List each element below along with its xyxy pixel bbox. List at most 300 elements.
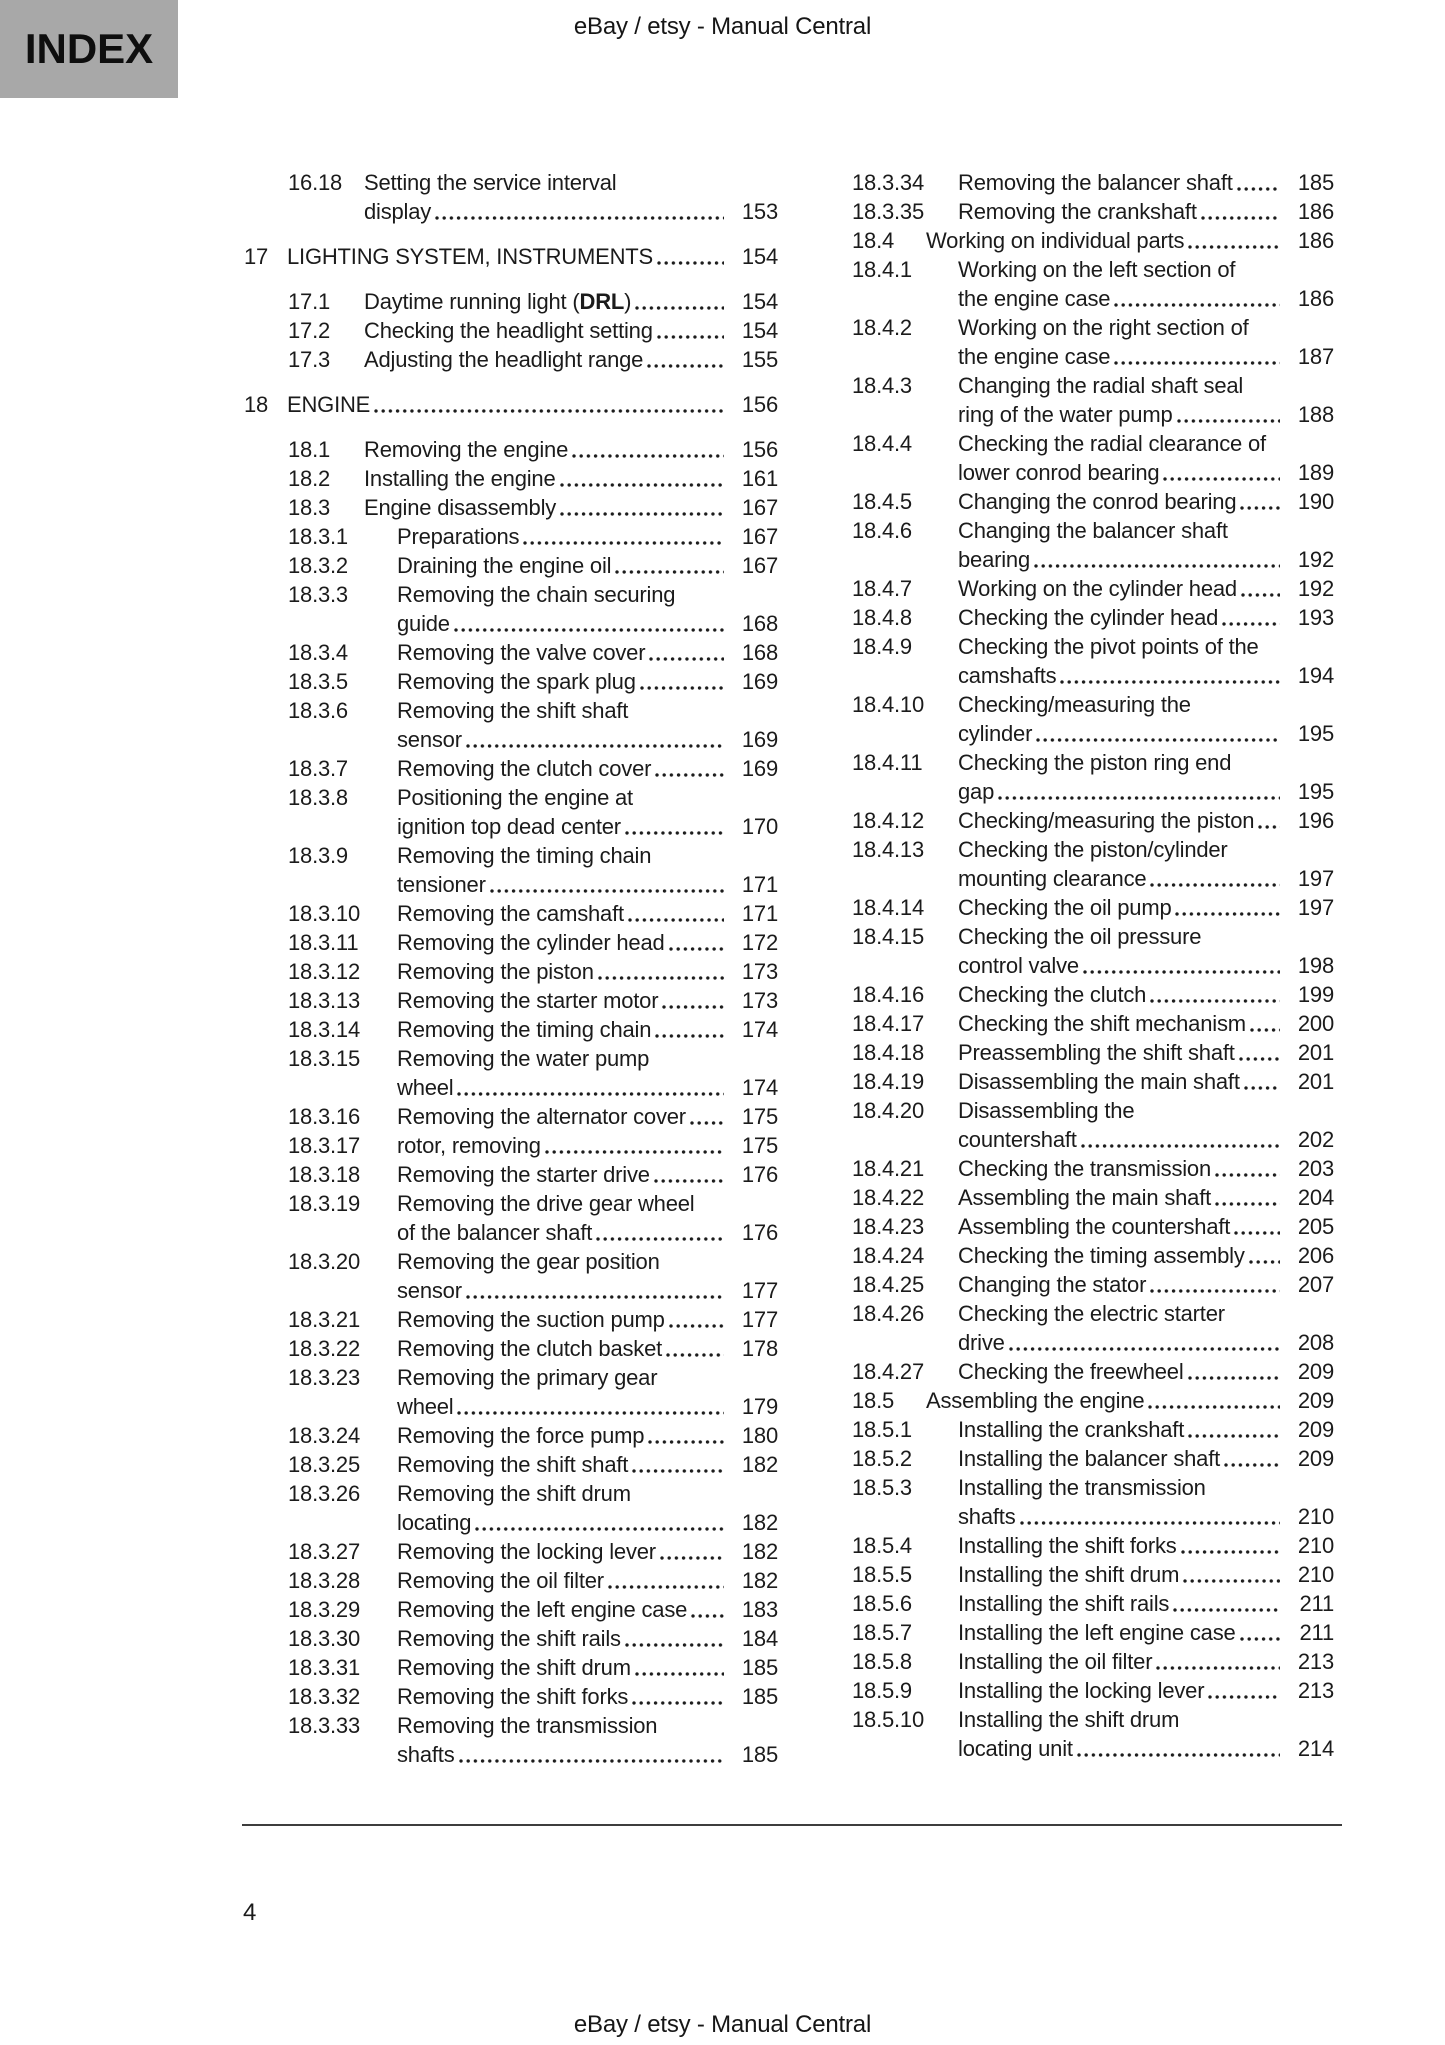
toc-entry-number: 18.4.27 <box>852 1359 925 1384</box>
toc-page-number: 195 <box>1297 721 1334 746</box>
toc-entry-line <box>242 609 778 638</box>
dot-leader <box>632 1701 724 1705</box>
toc-entry-line <box>242 1160 778 1189</box>
toc-entry-title: Preassembling the shift shaft <box>958 1040 1235 1065</box>
toc-page-number: 173 <box>741 959 778 984</box>
toc-entry-number: 18.5 <box>852 1388 895 1413</box>
toc-entry-title: Changing the conrod bearing <box>958 489 1237 514</box>
toc-entry-line <box>242 168 778 197</box>
toc-entry <box>242 1450 778 1479</box>
toc-entry-line <box>242 1102 778 1131</box>
toc-entry-title: Changing the balancer shaft <box>958 518 1228 543</box>
toc-entry-number: 18.2 <box>288 466 331 491</box>
dot-leader <box>1188 1376 1280 1380</box>
dot-leader <box>608 1585 724 1589</box>
toc-page-number: 178 <box>741 1336 778 1361</box>
toc-page-number: 204 <box>1297 1185 1334 1210</box>
toc-entry <box>852 922 1334 980</box>
toc-entry <box>852 632 1334 690</box>
dot-leader <box>1081 1144 1280 1148</box>
toc-entry-title-continuation: wheel <box>397 1075 454 1100</box>
toc-page-number: 193 <box>1297 605 1334 630</box>
toc-entry-line <box>242 287 778 316</box>
toc-page-number: 187 <box>1297 344 1334 369</box>
toc-entry-title: Removing the oil filter <box>397 1568 604 1593</box>
toc-entry-title: Changing the radial shaft seal <box>958 373 1244 398</box>
toc-entry-line <box>852 1357 1334 1386</box>
toc-entry-line <box>852 313 1334 342</box>
toc-entry-line <box>852 1589 1334 1618</box>
dot-leader <box>648 1440 724 1444</box>
toc-entry-number: 18.4.1 <box>852 257 912 282</box>
toc-page-number: 154 <box>741 318 778 343</box>
toc-page-number: 213 <box>1297 1678 1334 1703</box>
dot-leader <box>1060 680 1280 684</box>
toc-entry-title-continuation: lower conrod bearing <box>958 460 1160 485</box>
toc-entry-title: Checking the timing assembly <box>958 1243 1245 1268</box>
dot-leader <box>669 947 724 951</box>
toc-entry-line <box>852 458 1334 487</box>
toc-entry-number: 18.3.15 <box>288 1046 361 1071</box>
toc-entry-line <box>852 864 1334 893</box>
toc-entry <box>852 1473 1334 1531</box>
dot-leader <box>457 1092 724 1096</box>
toc-entry <box>242 1015 778 1044</box>
dot-leader <box>662 1005 724 1009</box>
toc-entry-number: 18.4.13 <box>852 837 925 862</box>
toc-entry <box>242 287 778 316</box>
toc-entry <box>242 1624 778 1653</box>
toc-entry <box>852 1009 1334 1038</box>
dot-leader <box>632 1469 724 1473</box>
dot-leader <box>490 889 724 893</box>
toc-entry <box>852 1096 1334 1154</box>
toc-entry-title: Checking the shift mechanism <box>958 1011 1246 1036</box>
dot-leader <box>1036 738 1280 742</box>
toc-entry-title-continuation: ignition top dead center <box>397 814 621 839</box>
toc-entry-line <box>242 1450 778 1479</box>
toc-entry-title: Disassembling the <box>958 1098 1135 1123</box>
dot-leader <box>1083 970 1280 974</box>
toc-entry <box>242 667 778 696</box>
toc-page-number: 182 <box>741 1568 778 1593</box>
toc-entry-line <box>242 754 778 783</box>
toc-page-number: 174 <box>741 1075 778 1100</box>
dot-leader <box>459 1759 725 1763</box>
dot-leader <box>628 918 724 922</box>
toc-entry-line <box>852 1618 1334 1647</box>
toc-entry-number: 18.5.5 <box>852 1562 912 1587</box>
dot-leader <box>654 1179 724 1183</box>
toc-entry-line <box>852 545 1334 574</box>
toc-entry-line <box>242 1218 778 1247</box>
toc-entry-number: 17.1 <box>288 289 331 314</box>
toc-entry-title-continuation: of the balancer shaft <box>397 1220 593 1245</box>
toc-entry-number: 18.3.24 <box>288 1423 361 1448</box>
toc-page-number: 211 <box>1299 1591 1334 1616</box>
toc-entry-line <box>242 464 778 493</box>
toc-entry-line <box>852 951 1334 980</box>
toc-entry-title: LIGHTING SYSTEM, INSTRUMENTS <box>287 244 653 269</box>
dot-leader <box>1237 187 1280 191</box>
footer-title: eBay / etsy - Manual Central <box>573 2011 872 2038</box>
toc-entry-title: Removing the balancer shaft <box>958 170 1233 195</box>
toc-entry <box>852 893 1334 922</box>
toc-entry-number: 18.3.13 <box>288 988 361 1013</box>
toc-page-number: 186 <box>1297 228 1334 253</box>
toc-entry-title-continuation: display <box>364 199 432 224</box>
toc-entry-title: Removing the spark plug <box>397 669 636 694</box>
dot-leader <box>1150 999 1280 1003</box>
toc-entry <box>852 806 1334 835</box>
toc-entry-number: 18.4.15 <box>852 924 925 949</box>
dot-leader <box>1156 1666 1280 1670</box>
toc-entry-line <box>242 390 778 419</box>
toc-entry-line <box>852 922 1334 951</box>
toc-entry <box>242 1711 778 1769</box>
toc-entry-number: 18.3.2 <box>288 553 348 578</box>
dot-leader <box>1150 1289 1280 1293</box>
toc-entry <box>242 1131 778 1160</box>
toc-entry-line <box>242 986 778 1015</box>
toc-entry-number: 18.5.9 <box>852 1678 912 1703</box>
toc-entry-title: Checking the cylinder head <box>958 605 1219 630</box>
toc-entry <box>242 551 778 580</box>
toc-entry-line <box>852 1183 1334 1212</box>
toc-entry-title: Checking the clutch <box>958 982 1147 1007</box>
toc-entry-line <box>242 1015 778 1044</box>
toc-page-number: 174 <box>741 1017 778 1042</box>
toc-entry-number: 18.3.1 <box>288 524 348 549</box>
toc-entry-line <box>852 255 1334 284</box>
toc-entry-title-continuation: guide <box>397 611 450 636</box>
dot-leader <box>545 1150 724 1154</box>
dot-leader <box>560 483 724 487</box>
toc-entry-number: 18.3.27 <box>288 1539 361 1564</box>
toc-entry <box>852 1299 1334 1357</box>
toc-entry-line <box>242 1566 778 1595</box>
toc-entry-line <box>242 1421 778 1450</box>
toc-entry-title: Working on the cylinder head <box>958 576 1237 601</box>
toc-entry-number: 18.3.14 <box>288 1017 361 1042</box>
toc-entry-line <box>852 1038 1334 1067</box>
dot-leader <box>1183 1579 1280 1583</box>
toc-entry-line <box>852 1502 1334 1531</box>
toc-entry-number: 18.3.33 <box>288 1713 361 1738</box>
toc-entry <box>242 986 778 1015</box>
toc-entry-title: Assembling the main shaft <box>958 1185 1212 1210</box>
toc-entry-title: Assembling the countershaft <box>958 1214 1231 1239</box>
toc-entry <box>242 783 778 841</box>
toc-entry-line <box>852 1328 1334 1357</box>
toc-entry-title: Checking the radial clearance of <box>958 431 1266 456</box>
toc-entry-number: 18.3.17 <box>288 1133 361 1158</box>
toc-page-number: 184 <box>741 1626 778 1651</box>
toc-entry-line <box>852 1009 1334 1038</box>
toc-entry-title: Removing the timing chain <box>397 843 652 868</box>
toc-entry-number: 18.3.29 <box>288 1597 361 1622</box>
toc-entry-line <box>242 316 778 345</box>
toc-entry-title: Removing the piston <box>397 959 594 984</box>
toc-entry-line <box>852 400 1334 429</box>
toc-page-number: 206 <box>1297 1243 1334 1268</box>
toc-page-number: 209 <box>1297 1417 1334 1442</box>
toc-page-number: 176 <box>741 1220 778 1245</box>
dot-leader <box>1234 1231 1280 1235</box>
toc-entry-number: 16.18 <box>288 170 343 195</box>
toc-entry-line <box>852 632 1334 661</box>
toc-entry-title: Removing the shift shaft <box>397 698 629 723</box>
toc-entry-title-continuation: shafts <box>397 1742 455 1767</box>
toc-page-number: 180 <box>741 1423 778 1448</box>
toc-entry <box>852 1415 1334 1444</box>
toc-entry-title: Installing the left engine case <box>958 1620 1236 1645</box>
toc-entry-number: 18.3.10 <box>288 901 361 926</box>
toc-entry-number: 18.3.6 <box>288 698 348 723</box>
toc-entry <box>852 835 1334 893</box>
toc-page-number: 185 <box>741 1684 778 1709</box>
toc-page-number: 195 <box>1297 779 1334 804</box>
toc-entry <box>852 1647 1334 1676</box>
toc-entry-title-continuation: locating unit <box>958 1736 1073 1761</box>
toc-entry-line <box>242 899 778 928</box>
toc-entry-title: Working on individual parts <box>926 228 1185 253</box>
toc-entry-line <box>852 1647 1334 1676</box>
toc-page-number: 196 <box>1297 808 1334 833</box>
toc-entry-line <box>852 748 1334 777</box>
toc-entry-title: Removing the cylinder head <box>397 930 665 955</box>
toc-page-number: 183 <box>741 1597 778 1622</box>
toc-entry-title: Checking the freewheel <box>958 1359 1184 1384</box>
toc-entry-number: 18.4.20 <box>852 1098 925 1123</box>
dot-leader <box>640 686 724 690</box>
toc-entry-title: Removing the engine <box>364 437 569 462</box>
toc-entry-title-continuation: wheel <box>397 1394 454 1419</box>
dot-leader <box>1240 1637 1280 1641</box>
toc-entry-line <box>852 835 1334 864</box>
toc-entry-line <box>242 493 778 522</box>
dot-leader <box>1148 1405 1280 1409</box>
toc-entry-title-continuation: cylinder <box>958 721 1033 746</box>
toc-entry <box>242 638 778 667</box>
toc-entry-line <box>852 1096 1334 1125</box>
toc-entry <box>242 1566 778 1595</box>
toc-page-number: 169 <box>741 756 778 781</box>
toc-entry-number: 18.3.18 <box>288 1162 361 1187</box>
toc-entry-number: 18.3.5 <box>288 669 348 694</box>
toc-entry <box>242 316 778 345</box>
toc-entry <box>852 1154 1334 1183</box>
toc-entry-line <box>852 1444 1334 1473</box>
toc-page-number: 203 <box>1297 1156 1334 1181</box>
toc-entry-title: Assembling the engine <box>926 1388 1145 1413</box>
toc-page-number: 167 <box>741 553 778 578</box>
toc-entry-line <box>852 1734 1334 1763</box>
toc-entry-line <box>242 1073 778 1102</box>
toc-entry-title: Preparations <box>397 524 520 549</box>
toc-entry <box>242 957 778 986</box>
toc-entry-title: Installing the shift rails <box>958 1591 1170 1616</box>
toc-entry-line <box>242 841 778 870</box>
toc-entry-title-continuation: ring of the water pump <box>958 402 1173 427</box>
toc-entry-line <box>852 1067 1334 1096</box>
toc-entry-number: 18.4.18 <box>852 1040 925 1065</box>
toc-entry <box>242 1102 778 1131</box>
toc-entry <box>242 899 778 928</box>
dot-leader <box>1224 1463 1280 1467</box>
toc-entry-line <box>242 1044 778 1073</box>
toc-entry-number: 18.3.7 <box>288 756 348 781</box>
toc-entry-title: Checking the headlight setting <box>364 318 653 343</box>
toc-entry-line <box>852 429 1334 458</box>
toc-entry-line <box>242 638 778 667</box>
toc-entry-number: 18.3.34 <box>852 170 925 195</box>
dot-leader <box>523 541 724 545</box>
toc-entry-title: Removing the water pump <box>397 1046 650 1071</box>
toc-entry-line <box>852 1531 1334 1560</box>
dot-leader <box>1222 622 1280 626</box>
toc-entry-title: Removing the gear position <box>397 1249 660 1274</box>
toc-entry <box>852 1444 1334 1473</box>
toc-entry-title: rotor, removing <box>397 1133 541 1158</box>
dot-leader <box>435 216 724 220</box>
toc-page-number: 214 <box>1297 1736 1334 1761</box>
toc-entry-title: Checking the oil pump <box>958 895 1172 920</box>
toc-entry-title: Setting the service interval <box>364 170 617 195</box>
toc-entry-line <box>852 487 1334 516</box>
toc-entry-line <box>242 1305 778 1334</box>
toc-page-number: 194 <box>1297 663 1334 688</box>
toc-entry-title: Checking the transmission <box>958 1156 1212 1181</box>
toc-entry-line <box>852 342 1334 371</box>
toc-entry-title: Checking the piston/cylinder <box>958 837 1228 862</box>
toc-page-number: 182 <box>741 1510 778 1535</box>
toc-page-number: 185 <box>741 1742 778 1767</box>
dot-leader <box>1241 593 1280 597</box>
dot-leader <box>1240 506 1280 510</box>
toc-entry <box>852 980 1334 1009</box>
toc-entry-number: 18.5.1 <box>852 1417 912 1442</box>
toc-entry-number: 18.3.25 <box>288 1452 361 1477</box>
dot-leader <box>647 364 724 368</box>
toc-page-number: 185 <box>741 1655 778 1680</box>
toc-entry-line <box>242 870 778 899</box>
toc-entry <box>242 580 778 638</box>
toc-page-number: 167 <box>741 524 778 549</box>
toc-entry-line <box>852 574 1334 603</box>
toc-entry <box>242 754 778 783</box>
toc-entry-title-continuation: control valve <box>958 953 1079 978</box>
toc-page-number: 209 <box>1297 1446 1334 1471</box>
toc-entry-title: Installing the oil filter <box>958 1649 1153 1674</box>
toc-entry-number: 18.1 <box>288 437 331 462</box>
toc-entry-title: Removing the transmission <box>397 1713 658 1738</box>
toc-entry-title: Daytime running light (DRL) <box>364 289 632 314</box>
dot-leader <box>466 744 724 748</box>
toc-entry-number: 18.3.4 <box>288 640 348 665</box>
toc-entry <box>242 841 778 899</box>
toc-entry-number: 18.4.10 <box>852 692 925 717</box>
toc-entry-number: 17.3 <box>288 347 331 372</box>
toc-page-number: 168 <box>741 611 778 636</box>
toc-entry-number: 18.3.23 <box>288 1365 361 1390</box>
toc-entry-line <box>852 371 1334 400</box>
toc-entry <box>852 1212 1334 1241</box>
toc-entry-title: Checking/measuring the <box>958 692 1191 717</box>
toc-entry-line <box>852 1241 1334 1270</box>
toc-entry-line <box>242 696 778 725</box>
toc-entry <box>852 516 1334 574</box>
dot-leader <box>1034 564 1280 568</box>
toc-entry-line <box>852 284 1334 313</box>
toc-entry-number: 18.4.25 <box>852 1272 925 1297</box>
toc-entry-number: 18.3.20 <box>288 1249 361 1274</box>
toc-entry-title: Installing the locking lever <box>958 1678 1205 1703</box>
toc-entry <box>852 1589 1334 1618</box>
toc-entry-line <box>852 1560 1334 1589</box>
dot-leader <box>655 1034 724 1038</box>
toc-entry-line <box>242 725 778 754</box>
toc-entry-number: 18.4.9 <box>852 634 912 659</box>
dot-leader <box>1177 419 1281 423</box>
toc-entry-number: 18.3.8 <box>288 785 348 810</box>
toc-entry-number: 18.3.3 <box>288 582 348 607</box>
dot-leader <box>690 1121 724 1125</box>
toc-entry-line <box>242 1653 778 1682</box>
toc-entry-number: 18.5.4 <box>852 1533 912 1558</box>
footer-page-number: 4 <box>243 1899 257 1926</box>
dot-leader <box>1244 1086 1280 1090</box>
toc-page-number: 154 <box>741 289 778 314</box>
toc-entry-number: 18.3.35 <box>852 199 925 224</box>
toc-entry-title: Installing the balancer shaft <box>958 1446 1221 1471</box>
dot-leader <box>1163 477 1280 481</box>
toc-entry-title: Removing the starter drive <box>397 1162 650 1187</box>
toc-entry-line <box>852 719 1334 748</box>
toc-entry <box>242 435 778 464</box>
toc-entry-title: Removing the clutch cover <box>397 756 652 781</box>
toc-page-number: 171 <box>741 901 778 926</box>
toc-entry <box>242 1537 778 1566</box>
dot-leader <box>560 512 724 516</box>
toc-entry-number: 18.3.26 <box>288 1481 361 1506</box>
toc-entry-line <box>852 806 1334 835</box>
toc-entry-title: Removing the drive gear wheel <box>397 1191 695 1216</box>
toc-page-number: 186 <box>1297 199 1334 224</box>
toc-entry-line <box>242 1595 778 1624</box>
toc-entry-title-continuation: mounting clearance <box>958 866 1147 891</box>
dot-leader <box>1020 1521 1281 1525</box>
toc-entry <box>852 1560 1334 1589</box>
toc-entry <box>242 1682 778 1711</box>
dot-leader <box>1181 1550 1280 1554</box>
toc-entry <box>852 1357 1334 1386</box>
dot-leader <box>1009 1347 1280 1351</box>
toc-entry <box>852 429 1334 487</box>
toc-entry-title: Removing the primary gear <box>397 1365 658 1390</box>
toc-entry-line <box>242 1508 778 1537</box>
toc-entry-number: 18.4.19 <box>852 1069 925 1094</box>
dot-leader <box>635 1672 724 1676</box>
dot-leader <box>475 1527 724 1531</box>
toc-entry-title: Removing the locking lever <box>397 1539 656 1564</box>
toc-entry-number: 18.4.6 <box>852 518 912 543</box>
toc-entry-title: Installing the shift drum <box>958 1562 1180 1587</box>
toc-entry <box>852 748 1334 806</box>
toc-entry-title: Removing the shift forks <box>397 1684 629 1709</box>
toc-entry-title: Checking the electric starter <box>958 1301 1225 1326</box>
toc-page-number: 153 <box>741 199 778 224</box>
